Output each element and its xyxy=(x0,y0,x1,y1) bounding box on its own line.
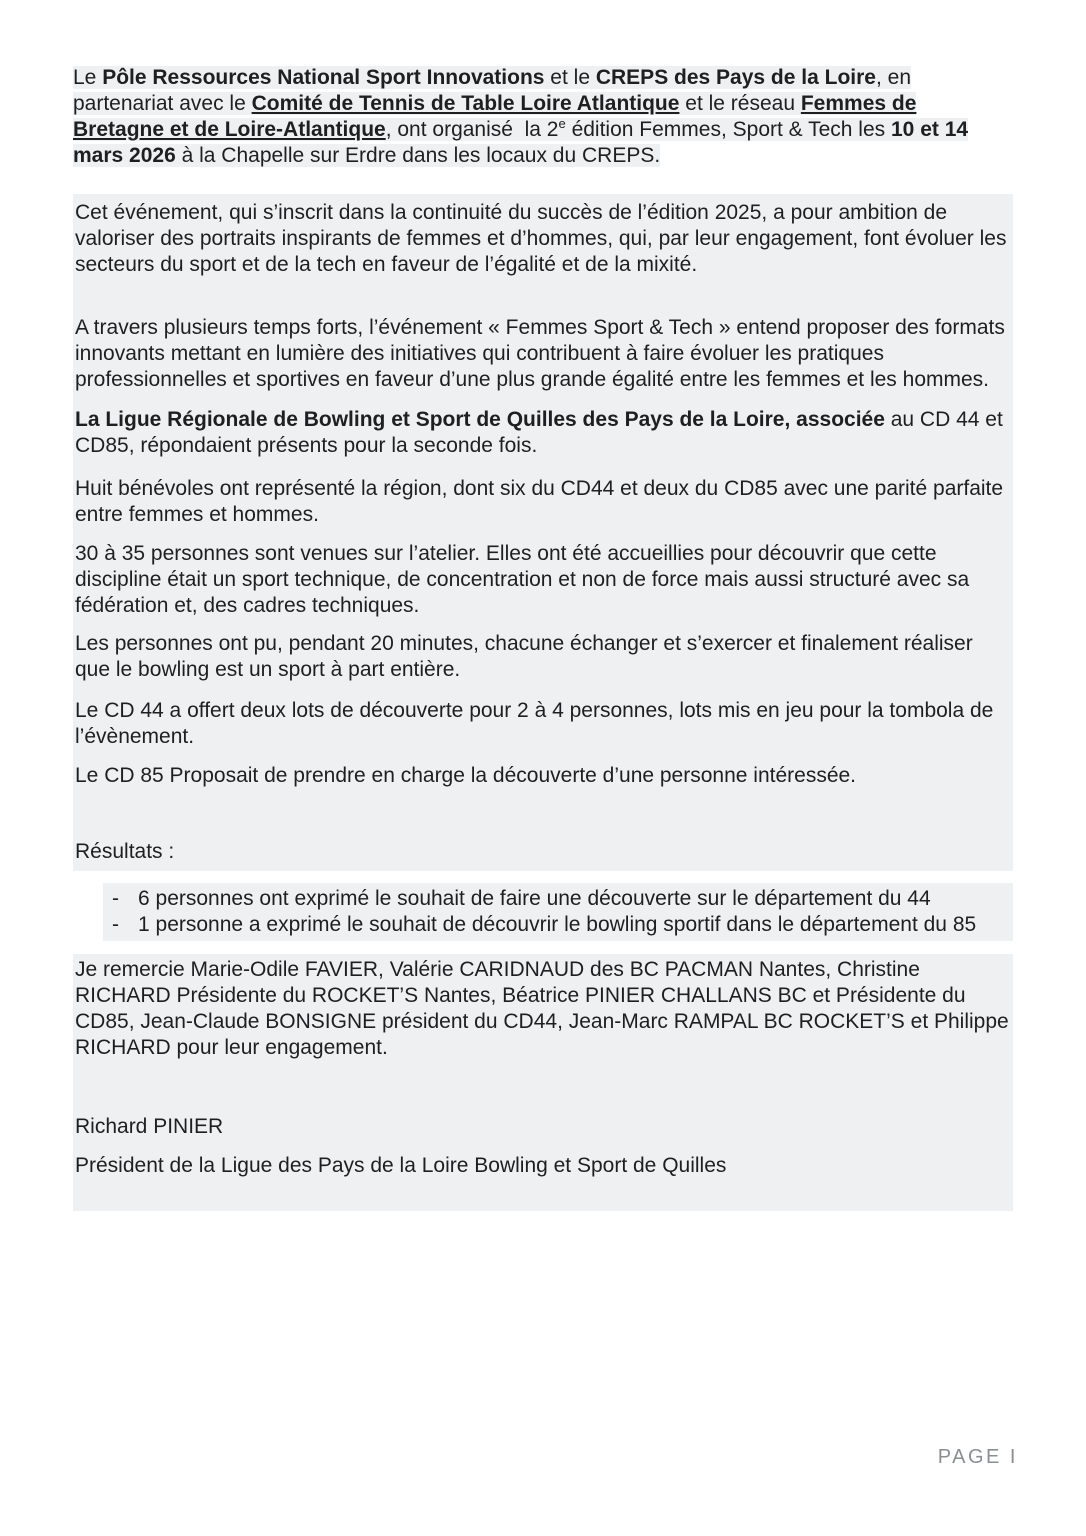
paragraph-remerciements: Je remercie Marie-Odile FAVIER, Valérie CARIDNAUD des BC PACMAN Nantes, Christine RICHARD Présidente du ROCKET’S Nantes, Béatrice PINIER CHALLANS BC et Présidente du CD85, Jean-Claude BONSIGNE président du CD44, Jean-Marc RAMPAL BC ROCKET’S et Philippe RICHARD pour leur engagement. xyxy=(75,958,1009,1059)
text-segment: La Ligue Régionale de Bowling et Sport de Quilles des Pays de la Loire, associée xyxy=(75,408,885,431)
signature-title: Président de la Ligue des Pays de la Loire Bowling et Sport de Quilles xyxy=(75,1154,727,1177)
document-body xyxy=(73,65,1013,1211)
paragraph-cd44: Le CD 44 a offert deux lots de découverte pour 2 à 4 personnes, lots mis en jeu pour la tombola de l’évènement. xyxy=(75,699,994,748)
text-segment: au CD 44 et CD85, répondaient présents pour la seconde fois. xyxy=(75,408,1003,457)
text-segment: Comité de Tennis de Table Loire Atlantique xyxy=(251,92,680,115)
list-item xyxy=(105,912,1011,938)
page-number: PAGE I xyxy=(937,1446,1018,1468)
text-segment: Le xyxy=(73,66,103,89)
list-item xyxy=(105,886,1011,912)
paragraph-echanges: Les personnes ont pu, pendant 20 minutes, chacune échanger et s’exercer et finalement réaliser que le bowling est un sport à part entière. xyxy=(75,632,973,681)
signature-name: Richard PINIER xyxy=(75,1115,224,1138)
text-segment: e xyxy=(558,116,566,131)
list-item-text: 6 personnes ont exprimé le souhait de faire une découverte sur le département du 44 xyxy=(138,887,931,910)
main-shaded-block xyxy=(73,194,1013,871)
text-segment: et le xyxy=(544,66,596,89)
paragraph-benevoles: Huit bénévoles ont représenté la région, dont six du CD44 et deux du CD85 avec une parité parfaite entre femmes et hommes. xyxy=(75,477,1004,526)
closing-shaded-block xyxy=(73,954,1013,1211)
text-segment: , ont organisé la 2 xyxy=(385,118,559,141)
results-heading: Résultats : xyxy=(75,840,175,863)
text-segment: , en partenariat avec le xyxy=(73,66,911,115)
list-bullet: - xyxy=(112,913,119,936)
text-segment: Femmes de Bretagne et de Loire-Atlantique xyxy=(73,92,917,141)
text-segment: à la Chapelle sur Erdre dans les locaux du CREPS. xyxy=(175,144,661,167)
list-bullet: - xyxy=(112,887,119,910)
text-segment: et le réseau xyxy=(679,92,801,115)
intro-paragraph-text xyxy=(73,66,968,167)
paragraph-atelier: 30 à 35 personnes sont venues sur l’atelier. Elles ont été accueillies pour découvrir que cette discipline était un sport technique, de concentration et non de force mais aussi structuré avec sa fédération et, des cadres techniques. xyxy=(75,542,970,617)
paragraph-ligue xyxy=(75,407,1011,459)
paragraph-temps-forts: A travers plusieurs temps forts, l’événement « Femmes Sport & Tech » entend proposer des formats innovants mettant en lumière des initiatives qui contribuent à faire évoluer les pratiques professionnelles et sportives en faveur d’une plus grande égalité entre les femmes et les hommes. xyxy=(75,316,1005,391)
paragraph-cd85: Le CD 85 Proposait de prendre en charge la découverte d’une personne intéressée. xyxy=(75,764,857,787)
text-segment: Pôle Ressources National Sport Innovations xyxy=(102,66,545,89)
text-segment: 10 et 14 mars 2026 xyxy=(73,118,969,167)
results-list xyxy=(103,883,1013,941)
text-segment: édition Femmes, Sport & Tech les xyxy=(565,118,891,141)
intro-paragraph xyxy=(73,65,1013,169)
paragraph-event: Cet événement, qui s’inscrit dans la continuité du succès de l’édition 2025, a pour ambition de valoriser des portraits inspirants de femmes et d’hommes, qui, par leur engagement, font évoluer les secteurs du sport et de la tech en faveur de l’égalité et de la mixité. xyxy=(75,201,1007,276)
list-item-text: 1 personne a exprimé le souhait de découvrir le bowling sportif dans le département du 85 xyxy=(138,913,977,936)
text-segment: CREPS des Pays de la Loire xyxy=(595,66,876,89)
